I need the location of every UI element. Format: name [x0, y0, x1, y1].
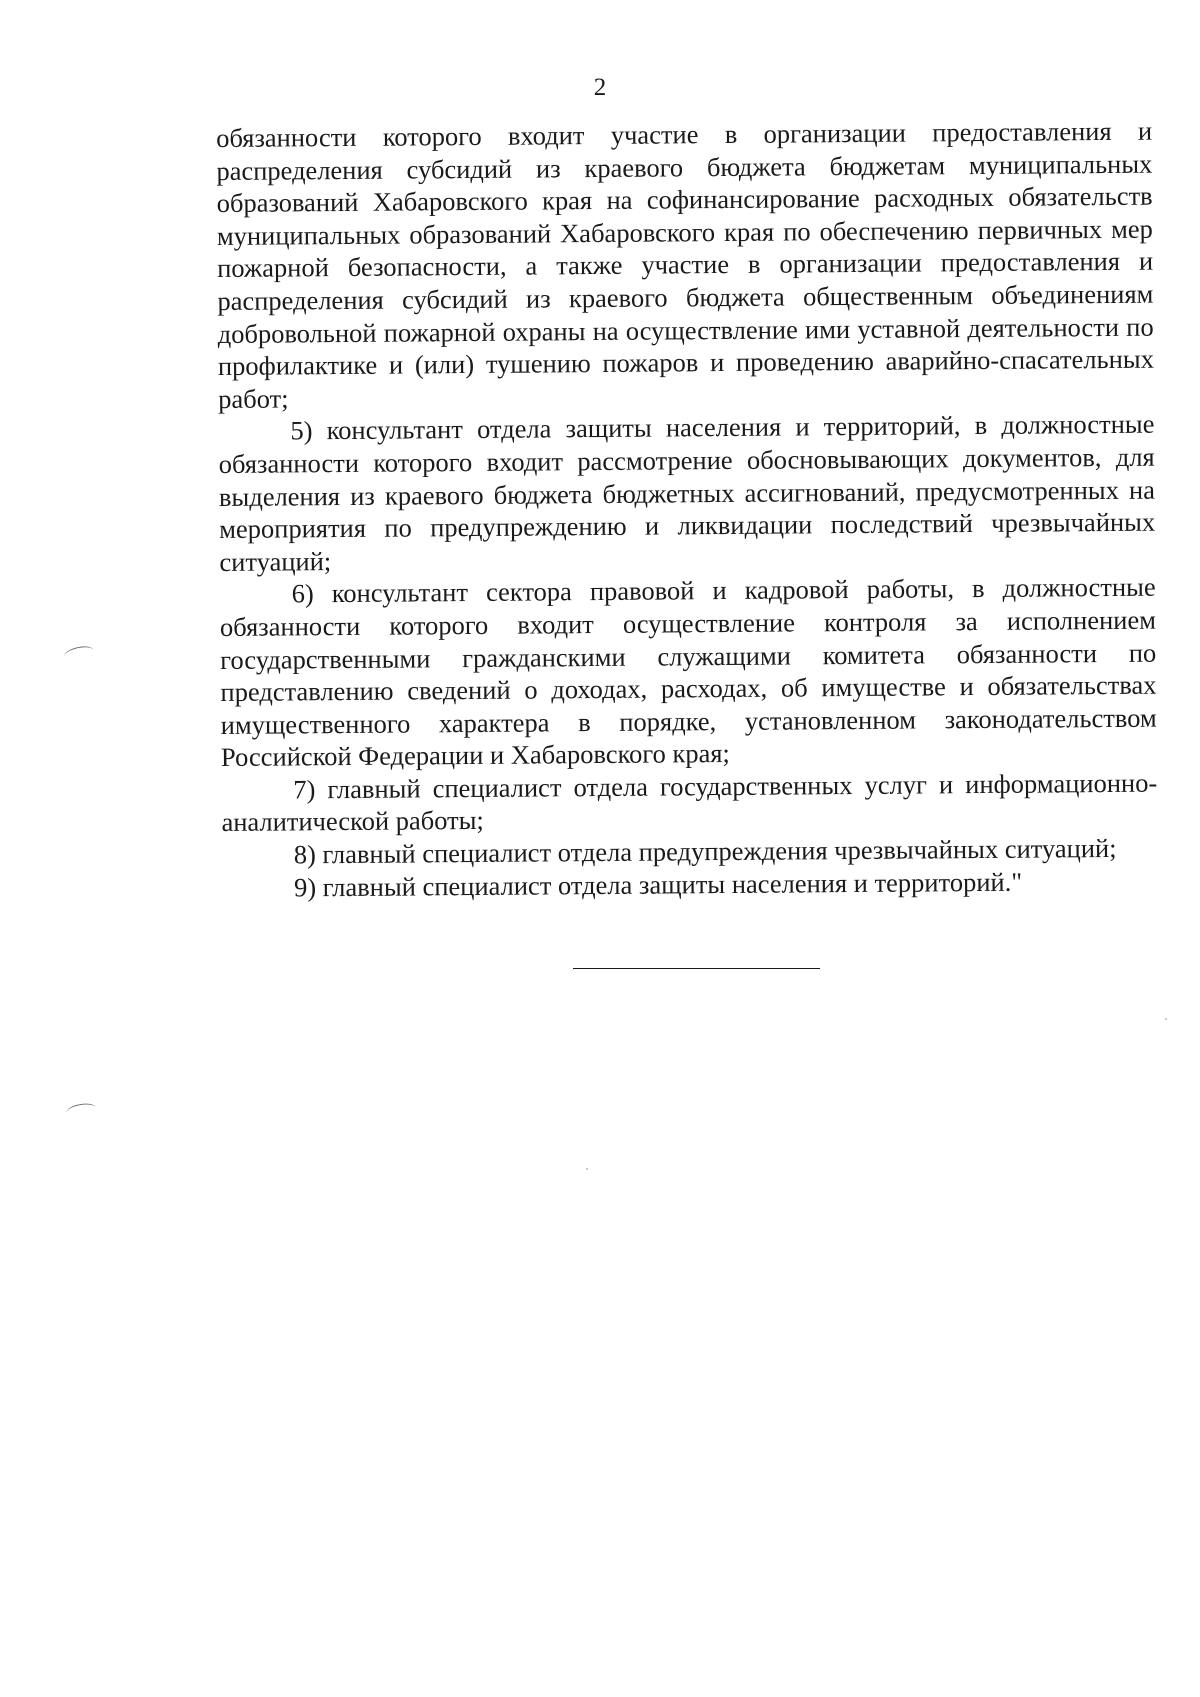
- page-number: 2: [593, 74, 607, 101]
- closing-divider: [573, 968, 820, 969]
- list-item-9: 9) главный специалист отдела защиты населения и территорий.": [293, 866, 1023, 903]
- scan-speck: [586, 1168, 588, 1170]
- list-item-8: 8) главный специалист отдела предупреждения чрезвычайных ситуаций;: [293, 833, 1117, 870]
- scan-hole-punch-mark: [65, 1101, 97, 1119]
- list-item-6: 6) консультант сектора правовой и кадровой работы, в должностные обязанности которого входит осуществление контроля за исполнением государственными гражданскими служащими комитета обязанности по представлению сведений о доходах, расходах, об имуществе и обязательствах имущественного характера в порядке, установленном законодательством Российской Федерации и Хабаровского края;: [219, 571, 1157, 773]
- paragraph-continuation: обязанности которого входит участие в организации предоставления и распределения субсидий из краевого бюджета бюджетам муниципальных образований Хабаровского края на софинансирование расходных обязательств муниципальных образований Хабаровского края по обеспечению первичных мер пожарной безопасности, а также участие в организации предоставления и распределения субсидий из краевого бюджета общественным объединениям добровольной пожарной охраны на осуществление ими уставной деятельности по профилактике и (или) тушению пожаров и проведению аварийно-спасательных работ;: [216, 115, 1155, 414]
- document-body: [216, 115, 1158, 905]
- list-item-5: 5) консультант отдела защиты населения и территорий, в должностные обязанности которого входит рассмотрение обосновывающих документов, для выделения из краевого бюджета бюджетных ассигнований, предусмотренных на мероприятия по предупреждению и ликвидации последствий чрезвычайных ситуаций;: [218, 408, 1156, 577]
- scan-hole-punch-mark: [63, 644, 95, 663]
- scan-speck: [1165, 1018, 1167, 1020]
- list-item-7: 7) главный специалист отдела государственных услуг и информационно-аналитической работы;: [221, 767, 1158, 838]
